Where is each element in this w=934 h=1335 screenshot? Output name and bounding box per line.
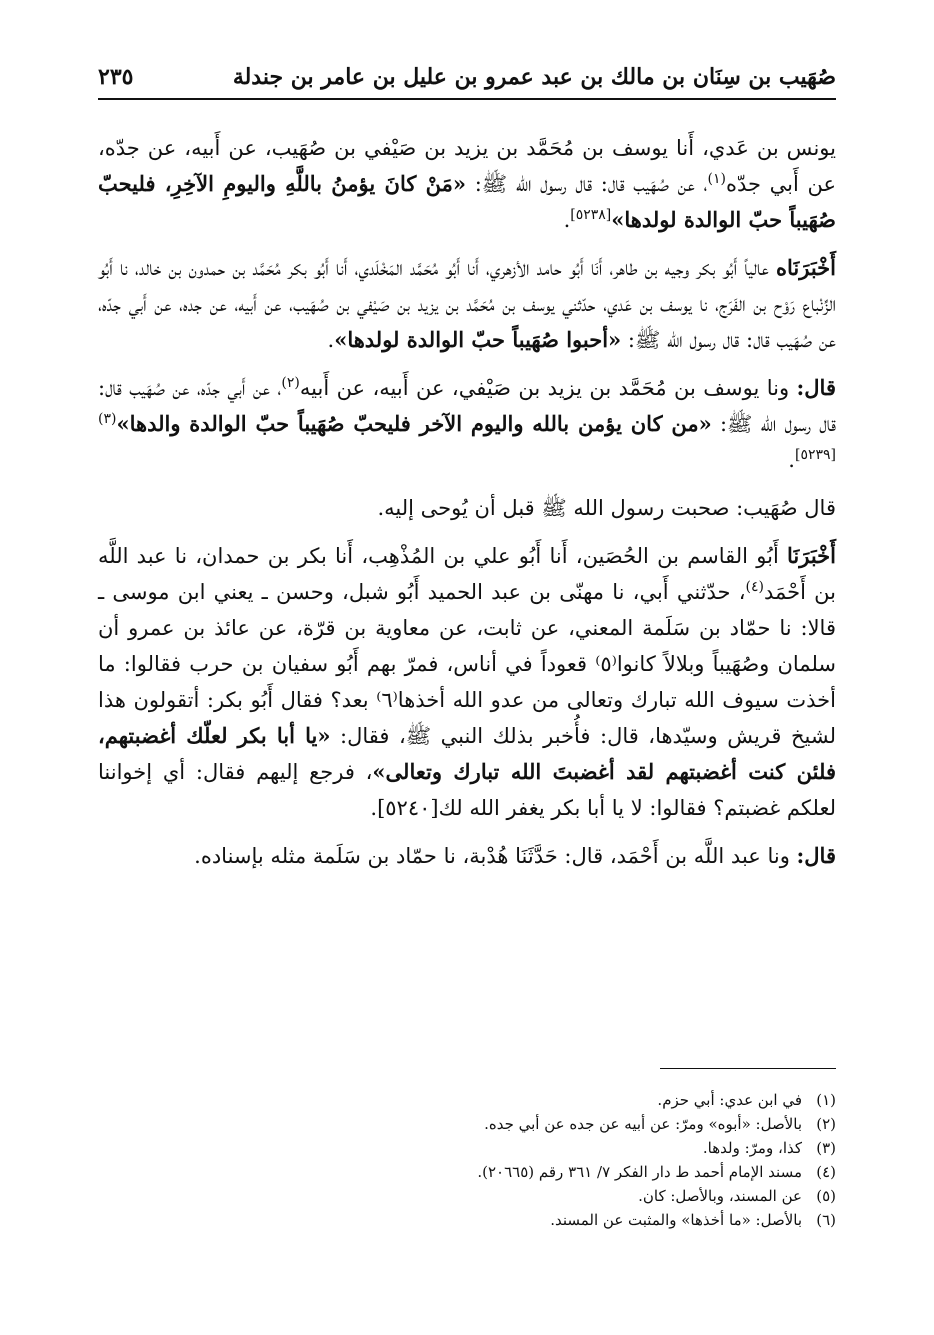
hadith-number: [٥٢٣٨] [570,207,612,223]
hadith-quote: «أحبوا صُهَيباً حبّ الوالدة لولدها» [334,327,622,352]
paragraph-text: ، عن أَبي جدّه، عن صُهَيب قال: قال رسول الله ﷺ: [98,376,836,436]
footnotes [98,1088,836,1232]
paragraph-text: ونا عبد اللَّه بن أَحْمَد، قال: حَدَّثَنَا هُدْبة، نا حمّاد بن سَلَمة مثله بإسناده. [194,844,797,868]
paragraph-text: ونا يوسف بن مُحَمَّد بن يزيد بن صَيْفي، عن أَبيه، عن أَبيه [299,376,797,400]
footnote-text: كذا، ومرّ: ولدها. [702,1139,802,1157]
paragraph-lead: قال: [796,843,836,868]
footnote-text: في ابن عدي: أبي حزم. [657,1091,802,1109]
footnote [98,1112,836,1136]
paragraph-lead: قال: [796,375,836,400]
page-number: ٢٣٥ [98,64,134,90]
paragraph-tail: . [563,208,571,232]
paragraph-lead: أَخْبَرَنَاه [776,255,836,280]
paragraph-lead: أَخْبَرَنَا [787,543,836,568]
footnote [98,1136,836,1160]
footnote [98,1088,836,1112]
paragraph [98,538,836,826]
paragraph-text: أَبُو القاسم بن الحُصَين، أَنا أَبُو علي بن المُذْهِب، أَنا بكر بن حمدان، نا عبد اللَّه بن أَحْمَد [98,544,836,604]
footnote-number: (٣) [816,1139,836,1157]
footnote-text: بالأصل: «ما أخذها» والمثبت عن المسند. [550,1211,802,1229]
footnote-number: (٤) [816,1163,836,1181]
paragraph-text: عالياً أَبُو بكر وجيه بن طاهر، أَنَا أَبُو حامد الأزهري، أَنا أَبُو مُحَمَّد المَخْلَدي، أَنا أَبُو بكر مُحَمَّد بن حمدون بن خالد، نا أَبُو الزِّنْباع رَوْح بن الفَرَج، نا يوسف بن عَدي، حدّثني يوسف بن مُحَمَّد بن يزيد بن صَيْفي بن صُهَيب، عن أَبيه، عن جده، عن أَبي جدّه، عن صُهَيب قال: قال رسول الله ﷺ: [98,256,836,352]
footnote-text: عن المسند، وبالأصل: كان. [638,1187,802,1205]
header-rule [98,98,836,100]
paragraph-text: يونس بن عَدي، أَنا يوسف بن مُحَمَّد بن يزيد بن صَيْفي بن صُهَيب، عن أَبيه، عن جدّه، عن أَبي جدّه [98,136,837,196]
hadith-quote: «يا أبا بكر لعلّك أغضبتهم، فلئن كنت أغضبتهم لقد أغضبتَ الله تبارك وتعالى» [98,723,836,784]
main-text [98,130,836,886]
paragraph [98,130,836,238]
paragraph [98,490,836,526]
paragraph [98,838,836,874]
footnote-ref: (٢) [281,375,300,391]
hadith-number: (٣)[٥٢٣٩] [98,411,836,463]
paragraph-tail: . [327,328,335,352]
footnote [98,1160,836,1184]
footnote-text: بالأصل: «أبوه» ومرّ: عن أبيه عن جده عن أبي جده. [484,1115,802,1133]
footnote-number: (٦) [816,1211,836,1229]
paragraph-tail: ، فرجع إليهم فقال: أي إخواننا لعلكم غضبتم؟ فقالوا: لا يا أبا بكر يغفر الله لك[٥٢٤٠]. [98,760,836,820]
hadith-quote: «مَنْ كانَ يؤمنُ باللَّهِ واليومِ الآخِرِ، فليحبّ صُهَيباً حبّ الوالدة لولدها» [98,171,836,232]
running-title: صُهَيب بن سِنَان بن مالك بن عبد عمرو بن عليل بن عامر بن جندلة [232,64,836,90]
footnote-text: مسند الإمام أحمد ط دار الفكر ٧/ ٣٦١ رقم (٢٠٦٦٥). [477,1163,802,1181]
paragraph-text: ، عن صُهَيب قال: قال رسول الله ﷺ: [466,172,708,196]
footnote [98,1184,836,1208]
paragraph [98,370,836,478]
footnote-number: (٢) [816,1115,836,1133]
footnote-rule [660,1068,836,1069]
hadith-quote: «من كان يؤمن بالله واليوم الآخر فليحبّ صُهَيباً حبّ الوالدة والدها» [116,411,712,436]
page-header [98,58,836,98]
footnote-number: (٥) [816,1187,836,1205]
footnote-ref: (٤) [745,579,764,595]
footnote-number: (١) [816,1091,836,1109]
footnote [98,1208,836,1232]
footnote-ref: (١) [707,171,726,187]
paragraph-text: قال صُهَيب: صحبت رسول الله ﷺ قبل أن يُوحى إليه. [377,496,836,520]
paragraph-tail: . [788,448,795,472]
book-page [98,58,836,1308]
paragraph [98,250,836,358]
paragraph-text: ، حدّثني أَبي، نا مهنّى بن عبد الحميد أَبُو شبل، وحسن ـ يعني ابن موسى ـ قالا: نا حمّاد بن سَلَمة المعني، عن ثابت، عن معاوية بن قرّة، عن عائذ بن عمرو أن سلمان وصُهَيباً وبلالاً كانوا⁽٥⁾ قعوداً في أناس، فمرّ بهم أَبُو سفيان بن حرب فقالوا: ما أخذت سيوف الله تبارك وتعالى من عدو الله أخذها⁽٦⁾ بعد؟ فقال أَبُو بكر: أتقولون هذا لشيخ قريش وسيّدها، قال: فأُخبر بذلك النبي ﷺ، فقال: [98,580,836,748]
